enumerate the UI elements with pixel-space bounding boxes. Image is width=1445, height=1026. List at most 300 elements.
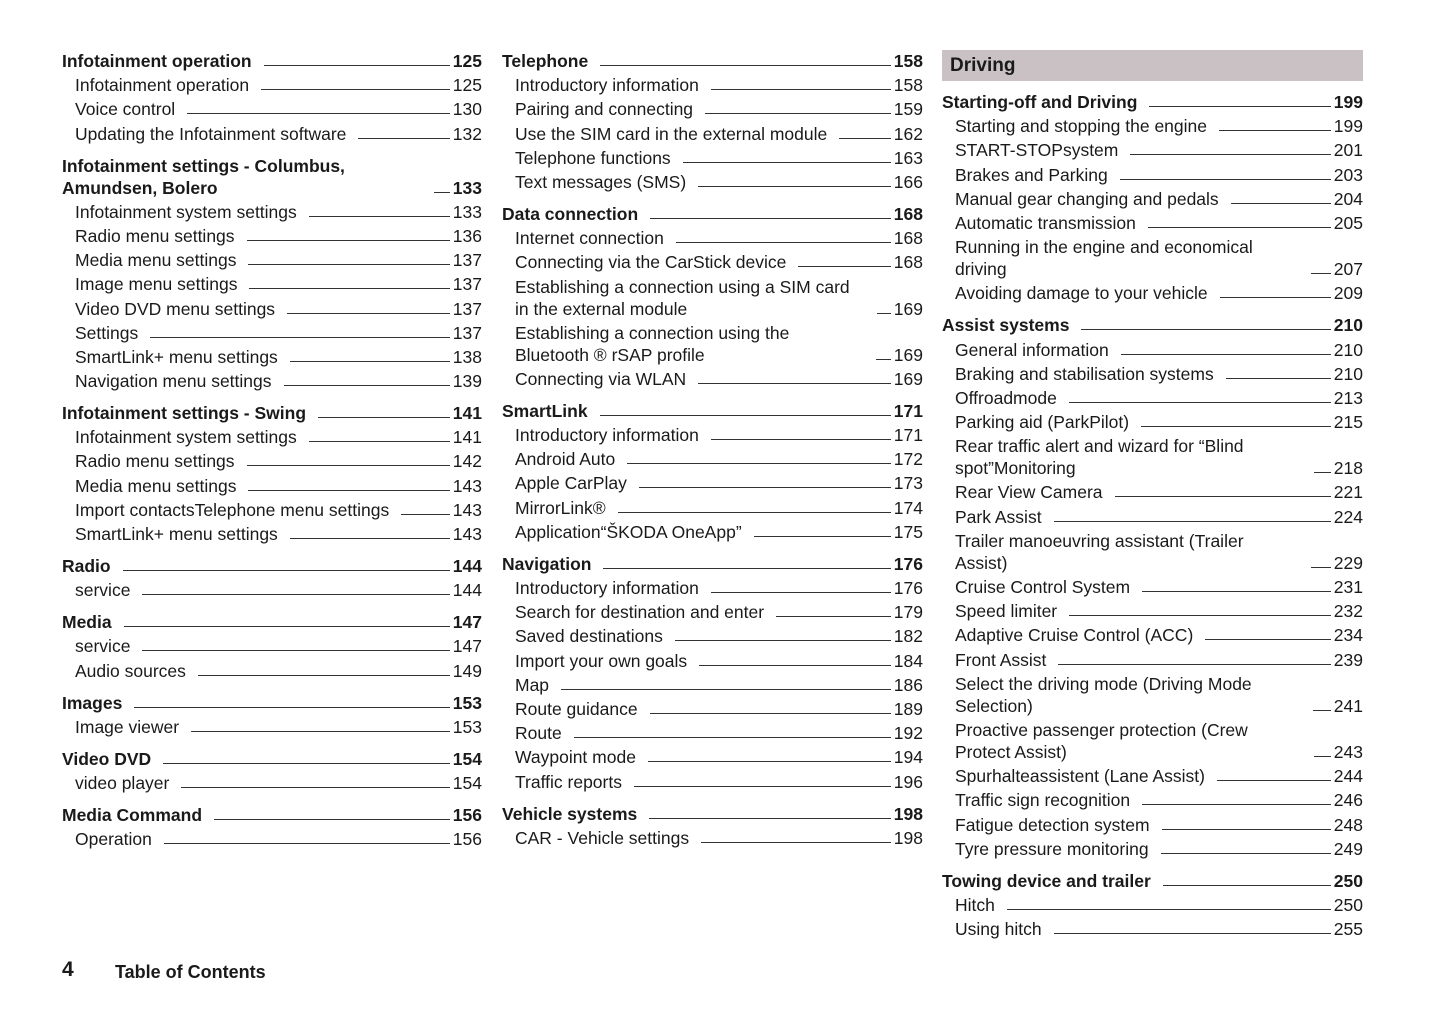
entry-page-number: 141 bbox=[452, 403, 482, 424]
toc-entry[interactable] bbox=[502, 521, 923, 543]
toc-entry[interactable] bbox=[942, 164, 1363, 186]
entry-label: Speed limiter bbox=[955, 601, 1058, 622]
leader-line bbox=[434, 192, 450, 193]
toc-entry[interactable] bbox=[62, 499, 482, 521]
toc-entry[interactable] bbox=[502, 625, 923, 647]
leader-line bbox=[1058, 664, 1330, 665]
toc-entry[interactable] bbox=[62, 201, 482, 223]
section-band: Driving bbox=[942, 50, 1363, 81]
toc-section bbox=[62, 155, 482, 393]
toc-heading-entry[interactable] bbox=[942, 314, 1363, 336]
entry-label: Starting and stopping the engine bbox=[955, 116, 1207, 137]
leader-line bbox=[1007, 909, 1331, 910]
entry-page-number: 199 bbox=[1333, 116, 1363, 137]
entry-label: Map bbox=[515, 674, 550, 695]
entry-page-number: 169 bbox=[893, 368, 923, 389]
leader-line bbox=[701, 842, 891, 843]
entry-page-number: 143 bbox=[452, 475, 482, 496]
toc-entry[interactable] bbox=[62, 273, 482, 295]
toc-entry[interactable] bbox=[942, 435, 1363, 479]
entry-label: Introductory information bbox=[515, 425, 699, 446]
entry-label: Traffic reports bbox=[515, 771, 622, 792]
toc-section bbox=[62, 692, 482, 738]
entry-label: Braking and stabilisation systems bbox=[955, 363, 1214, 384]
entry-page-number: 250 bbox=[1333, 870, 1363, 891]
entry-label: Rear traffic alert and wizard for “Blind spot”Monitoring bbox=[955, 436, 1244, 479]
entry-label: Route bbox=[515, 723, 562, 744]
entry-page-number: 250 bbox=[1333, 894, 1363, 915]
toc-heading-entry[interactable] bbox=[942, 870, 1363, 892]
entry-label: Fatigue detection system bbox=[955, 814, 1150, 835]
toc-entry[interactable] bbox=[942, 719, 1363, 763]
entry-page-number: 215 bbox=[1333, 412, 1363, 433]
toc-entry[interactable] bbox=[942, 918, 1363, 940]
entry-page-number: 201 bbox=[1333, 140, 1363, 161]
entry-label: Tyre pressure monitoring bbox=[955, 838, 1149, 859]
entry-label: Using hitch bbox=[955, 919, 1042, 940]
leader-line bbox=[214, 819, 450, 820]
toc-entry[interactable] bbox=[942, 139, 1363, 161]
entry-label: Offroadmode bbox=[955, 387, 1057, 408]
leader-line bbox=[249, 288, 449, 289]
leader-line bbox=[358, 138, 449, 139]
leader-line bbox=[1120, 179, 1331, 180]
toc-entry[interactable] bbox=[942, 765, 1363, 787]
toc-entry[interactable] bbox=[62, 426, 482, 448]
entry-page-number: 209 bbox=[1333, 283, 1363, 304]
toc-entry[interactable] bbox=[502, 577, 923, 599]
toc-entry[interactable] bbox=[942, 115, 1363, 137]
leader-line bbox=[627, 463, 891, 464]
leader-line bbox=[1311, 273, 1330, 274]
toc-entry[interactable] bbox=[942, 339, 1363, 361]
toc-entry[interactable] bbox=[502, 650, 923, 672]
entry-page-number: 133 bbox=[452, 201, 482, 222]
toc-entry[interactable] bbox=[62, 828, 482, 850]
leader-line bbox=[1161, 853, 1331, 854]
leader-line bbox=[877, 313, 891, 314]
toc-entry[interactable] bbox=[942, 530, 1363, 574]
entry-label: Text messages (SMS) bbox=[515, 171, 687, 192]
toc-entry[interactable] bbox=[502, 722, 923, 744]
toc-section bbox=[62, 555, 482, 601]
toc-entry[interactable] bbox=[502, 601, 923, 623]
entry-label: Audio sources bbox=[75, 660, 186, 681]
entry-page-number: 221 bbox=[1333, 482, 1363, 503]
entry-label: MirrorLink® bbox=[515, 497, 606, 518]
entry-label: Infotainment settings - Columbus, Amundsen, Bolero bbox=[62, 155, 345, 198]
entry-label: SmartLink bbox=[502, 400, 588, 421]
toc-heading-entry[interactable] bbox=[62, 555, 482, 577]
toc-entry[interactable] bbox=[62, 475, 482, 497]
entry-label: Connecting via the CarStick device bbox=[515, 252, 787, 273]
toc-heading-entry[interactable] bbox=[62, 692, 482, 714]
toc-entry[interactable] bbox=[62, 660, 482, 682]
entry-page-number: 182 bbox=[893, 626, 923, 647]
entry-page-number: 130 bbox=[452, 99, 482, 120]
toc-entry[interactable] bbox=[62, 123, 482, 145]
leader-line bbox=[1219, 130, 1331, 131]
entry-page-number: 204 bbox=[1333, 188, 1363, 209]
toc-entry[interactable] bbox=[942, 814, 1363, 836]
entry-label: Route guidance bbox=[515, 698, 638, 719]
entry-label: Manual gear changing and pedals bbox=[955, 188, 1219, 209]
entry-label: SmartLink+ menu settings bbox=[75, 346, 278, 367]
entry-label: Rear View Camera bbox=[955, 482, 1103, 503]
leader-line bbox=[247, 240, 450, 241]
leader-line bbox=[648, 761, 891, 762]
entry-label: Settings bbox=[75, 322, 139, 343]
toc-entry[interactable] bbox=[942, 576, 1363, 598]
leader-line bbox=[1314, 756, 1331, 757]
entry-label: Introductory information bbox=[515, 578, 699, 598]
toc-entry[interactable] bbox=[62, 635, 482, 657]
leader-line bbox=[650, 713, 891, 714]
leader-line bbox=[1220, 297, 1331, 298]
entry-label: Infotainment operation bbox=[62, 51, 252, 71]
entry-page-number: 232 bbox=[1333, 601, 1363, 622]
leader-line bbox=[1205, 639, 1331, 640]
entry-label: Towing device and trailer bbox=[942, 870, 1151, 891]
entry-page-number: 144 bbox=[452, 580, 482, 601]
page-number: 4 bbox=[62, 958, 74, 981]
entry-label: Establishing a connection using a SIM card in the external module bbox=[515, 276, 850, 319]
toc-heading-entry[interactable] bbox=[62, 804, 482, 826]
entry-page-number: 198 bbox=[893, 803, 923, 824]
leader-line bbox=[123, 570, 450, 571]
toc-entry[interactable] bbox=[942, 363, 1363, 385]
toc-entry[interactable] bbox=[942, 411, 1363, 433]
toc-entry[interactable] bbox=[502, 74, 923, 96]
toc-entry[interactable] bbox=[502, 123, 923, 145]
leader-line bbox=[705, 113, 891, 114]
entry-label: Front Assist bbox=[955, 649, 1047, 670]
entry-page-number: 171 bbox=[893, 425, 923, 446]
leader-line bbox=[618, 512, 891, 513]
leader-line bbox=[1069, 615, 1331, 616]
leader-line bbox=[134, 707, 449, 708]
entry-page-number: 184 bbox=[893, 650, 923, 671]
leader-line bbox=[150, 337, 450, 338]
entry-page-number: 132 bbox=[452, 123, 482, 144]
entry-label: Proactive passenger protection (Crew Protect Assist) bbox=[955, 719, 1248, 762]
leader-line bbox=[1311, 567, 1331, 568]
entry-page-number: 153 bbox=[452, 716, 482, 737]
entry-page-number: 158 bbox=[893, 51, 923, 71]
entry-label: Vehicle systems bbox=[502, 803, 638, 824]
toc-entry[interactable] bbox=[942, 387, 1363, 409]
toc-column-3 bbox=[942, 50, 1363, 950]
toc-entry[interactable] bbox=[502, 497, 923, 519]
toc-heading-entry[interactable] bbox=[502, 803, 923, 825]
toc-entry[interactable] bbox=[62, 772, 482, 794]
toc-entry[interactable] bbox=[62, 74, 482, 96]
entry-label: Use the SIM card in the external module bbox=[515, 123, 828, 144]
toc-section bbox=[62, 50, 482, 145]
leader-line bbox=[401, 514, 450, 515]
entry-label: General information bbox=[955, 339, 1109, 360]
entry-label: Avoiding damage to your vehicle bbox=[955, 283, 1208, 304]
toc-section bbox=[502, 803, 923, 849]
leader-line bbox=[309, 216, 450, 217]
entry-page-number: 207 bbox=[1333, 259, 1363, 280]
entry-page-number: 234 bbox=[1333, 625, 1363, 646]
entry-page-number: 255 bbox=[1333, 919, 1363, 940]
leader-line bbox=[1054, 933, 1331, 934]
toc-entry[interactable] bbox=[62, 225, 482, 247]
entry-label: SmartLink+ menu settings bbox=[75, 524, 278, 544]
entry-label: Application“ŠKODA OneApp” bbox=[515, 521, 742, 542]
entry-label: Hitch bbox=[955, 894, 995, 915]
leader-line bbox=[284, 385, 450, 386]
toc-column-2 bbox=[502, 50, 923, 859]
entry-label: Infotainment operation bbox=[75, 75, 250, 96]
entry-page-number: 169 bbox=[893, 298, 923, 319]
toc-entry[interactable] bbox=[502, 448, 923, 470]
leader-line bbox=[187, 113, 450, 114]
toc-section bbox=[62, 748, 482, 794]
leader-line bbox=[1217, 780, 1331, 781]
toc-entry[interactable] bbox=[942, 649, 1363, 671]
entry-page-number: 163 bbox=[893, 147, 923, 168]
entry-label: Automatic transmission bbox=[955, 212, 1136, 233]
toc-section bbox=[502, 50, 923, 193]
entry-page-number: 192 bbox=[893, 723, 923, 744]
leader-line bbox=[1314, 472, 1331, 473]
entry-page-number: 156 bbox=[452, 829, 482, 850]
entry-page-number: 210 bbox=[1333, 339, 1363, 360]
entry-label: Assist systems bbox=[942, 315, 1070, 336]
entry-page-number: 139 bbox=[452, 371, 482, 392]
toc-section bbox=[62, 804, 482, 850]
leader-line bbox=[1054, 521, 1331, 522]
entry-page-number: 172 bbox=[893, 449, 923, 470]
entry-page-number: 194 bbox=[893, 747, 923, 768]
toc-entry[interactable] bbox=[62, 370, 482, 392]
leader-line bbox=[198, 675, 450, 676]
entry-page-number: 229 bbox=[1333, 552, 1363, 573]
entry-page-number: 144 bbox=[452, 556, 482, 576]
entry-label: Import contactsTelephone menu settings bbox=[75, 499, 390, 520]
toc-entry[interactable] bbox=[502, 746, 923, 768]
toc-entry[interactable] bbox=[942, 838, 1363, 860]
toc-entry[interactable] bbox=[502, 771, 923, 793]
entry-page-number: 166 bbox=[893, 171, 923, 192]
toc-heading-entry[interactable] bbox=[62, 50, 482, 72]
entry-page-number: 168 bbox=[893, 228, 923, 249]
entry-label: CAR - Vehicle settings bbox=[515, 827, 690, 848]
toc-entry[interactable] bbox=[62, 346, 482, 368]
entry-page-number: 154 bbox=[452, 748, 482, 769]
toc-heading-entry[interactable] bbox=[942, 91, 1363, 113]
toc-entry[interactable] bbox=[942, 600, 1363, 622]
toc-section bbox=[942, 91, 1363, 304]
entry-page-number: 198 bbox=[893, 827, 923, 848]
leader-line bbox=[163, 763, 450, 764]
leader-line bbox=[264, 65, 450, 66]
leader-line bbox=[1148, 227, 1331, 228]
entry-page-number: 142 bbox=[452, 451, 482, 472]
leader-line bbox=[639, 487, 891, 488]
toc-entry[interactable] bbox=[502, 147, 923, 169]
entry-label: Android Auto bbox=[515, 449, 616, 470]
entry-page-number: 143 bbox=[452, 524, 482, 544]
toc-entry[interactable] bbox=[62, 450, 482, 472]
toc-entry[interactable] bbox=[942, 894, 1363, 916]
entry-label: Media bbox=[62, 612, 112, 633]
toc-section bbox=[942, 870, 1363, 940]
toc-entry[interactable] bbox=[62, 523, 482, 545]
entry-label: Adaptive Cruise Control (ACC) bbox=[955, 625, 1194, 646]
entry-page-number: 149 bbox=[452, 660, 482, 681]
leader-line bbox=[1081, 329, 1330, 330]
toc-entry[interactable] bbox=[502, 276, 923, 320]
toc-entry[interactable] bbox=[502, 827, 923, 849]
leader-line bbox=[698, 186, 891, 187]
toc-heading-entry[interactable] bbox=[502, 203, 923, 225]
leader-line bbox=[600, 65, 891, 66]
leader-line bbox=[650, 218, 891, 219]
entry-page-number: 171 bbox=[893, 400, 923, 421]
toc-entry[interactable] bbox=[502, 251, 923, 273]
toc-heading-entry[interactable] bbox=[502, 553, 923, 575]
toc-entry[interactable] bbox=[942, 624, 1363, 646]
entry-label: Image viewer bbox=[75, 716, 180, 737]
toc-entry[interactable] bbox=[942, 506, 1363, 528]
leader-line bbox=[124, 626, 450, 627]
leader-line bbox=[683, 162, 891, 163]
toc-entry[interactable] bbox=[942, 673, 1363, 717]
entry-label: Waypoint mode bbox=[515, 747, 636, 768]
entry-page-number: 244 bbox=[1333, 766, 1363, 787]
entry-label: Parking aid (ParkPilot) bbox=[955, 412, 1130, 433]
entry-page-number: 159 bbox=[893, 99, 923, 120]
entry-label: Establishing a connection using the Bluetooth ® rSAP profile bbox=[515, 322, 790, 365]
leader-line bbox=[676, 242, 891, 243]
entry-label: Media menu settings bbox=[75, 475, 237, 496]
entry-page-number: 156 bbox=[452, 804, 482, 825]
leader-line bbox=[711, 89, 891, 90]
leader-line bbox=[318, 417, 450, 418]
entry-page-number: 239 bbox=[1333, 649, 1363, 670]
entry-page-number: 138 bbox=[452, 346, 482, 367]
toc-heading-entry[interactable] bbox=[62, 402, 482, 424]
entry-label: Media menu settings bbox=[75, 250, 237, 271]
leader-line bbox=[699, 665, 891, 666]
toc-section bbox=[502, 553, 923, 793]
entry-label: Saved destinations bbox=[515, 626, 663, 647]
toc-entry[interactable] bbox=[502, 227, 923, 249]
leader-line bbox=[287, 313, 450, 314]
toc-entry[interactable] bbox=[502, 368, 923, 390]
entry-page-number: 137 bbox=[452, 322, 482, 343]
leader-line bbox=[309, 441, 450, 442]
entry-label: Import your own goals bbox=[515, 650, 688, 671]
toc-heading-entry[interactable] bbox=[62, 748, 482, 770]
toc-heading-entry[interactable] bbox=[62, 611, 482, 633]
toc-entry[interactable] bbox=[942, 282, 1363, 304]
toc-section bbox=[942, 314, 1363, 859]
toc-entry[interactable] bbox=[502, 322, 923, 366]
leader-line bbox=[776, 616, 891, 617]
leader-line bbox=[191, 731, 450, 732]
leader-line bbox=[1149, 106, 1330, 107]
toc-heading-entry[interactable] bbox=[502, 50, 923, 72]
entry-label: Traffic sign recognition bbox=[955, 790, 1131, 811]
entry-label: Navigation bbox=[502, 553, 592, 574]
leader-line bbox=[711, 439, 891, 440]
leader-line bbox=[1231, 203, 1331, 204]
entry-label: Media Command bbox=[62, 804, 203, 825]
leader-line bbox=[142, 594, 449, 595]
entry-label: Cruise Control System bbox=[955, 577, 1131, 597]
entry-page-number: 176 bbox=[893, 553, 923, 574]
entry-page-number: 203 bbox=[1333, 164, 1363, 185]
toc-entry[interactable] bbox=[502, 98, 923, 120]
toc-entry[interactable] bbox=[502, 472, 923, 494]
toc-heading-entry[interactable] bbox=[502, 400, 923, 422]
leader-line bbox=[1142, 591, 1331, 592]
toc-entry[interactable] bbox=[942, 188, 1363, 210]
entry-label: Updating the Infotainment software bbox=[75, 123, 347, 144]
entry-page-number: 248 bbox=[1333, 814, 1363, 835]
entry-page-number: 241 bbox=[1333, 695, 1363, 716]
toc-entry[interactable] bbox=[62, 298, 482, 320]
toc-entry[interactable] bbox=[62, 716, 482, 738]
leader-line bbox=[603, 568, 890, 569]
toc-entry[interactable] bbox=[62, 322, 482, 344]
toc-entry[interactable] bbox=[62, 579, 482, 601]
entry-page-number: 175 bbox=[893, 521, 923, 542]
toc-heading-entry[interactable] bbox=[62, 155, 482, 199]
leader-line bbox=[649, 818, 891, 819]
entry-label: Infotainment settings - Swing bbox=[62, 403, 307, 424]
entry-label: Image menu settings bbox=[75, 274, 238, 295]
toc-entry[interactable] bbox=[502, 698, 923, 720]
toc-entry[interactable] bbox=[502, 171, 923, 193]
toc-entry[interactable] bbox=[502, 674, 923, 696]
entry-label: Video DVD menu settings bbox=[75, 298, 276, 319]
entry-page-number: 174 bbox=[893, 497, 923, 518]
entry-label: Internet connection bbox=[515, 228, 664, 249]
entry-page-number: 136 bbox=[452, 225, 482, 246]
leader-line bbox=[261, 89, 450, 90]
entry-label: Pairing and connecting bbox=[515, 99, 694, 120]
leader-line bbox=[164, 843, 450, 844]
toc-entry[interactable] bbox=[942, 789, 1363, 811]
entry-page-number: 147 bbox=[452, 612, 482, 633]
toc-section bbox=[62, 611, 482, 681]
entry-label: Images bbox=[62, 692, 123, 713]
toc-section bbox=[502, 203, 923, 390]
leader-line bbox=[754, 536, 891, 537]
toc-entry[interactable] bbox=[942, 212, 1363, 234]
entry-label: START-STOPsystem bbox=[955, 140, 1119, 161]
leader-line bbox=[1069, 402, 1331, 403]
toc-entry[interactable] bbox=[942, 236, 1363, 280]
toc-entry[interactable] bbox=[942, 481, 1363, 503]
entry-label: Infotainment system settings bbox=[75, 201, 297, 222]
toc-entry[interactable] bbox=[502, 424, 923, 446]
toc-entry[interactable] bbox=[62, 98, 482, 120]
entry-page-number: 243 bbox=[1333, 741, 1363, 762]
entry-label: service bbox=[75, 580, 131, 601]
entry-label: Radio menu settings bbox=[75, 451, 235, 472]
entry-page-number: 162 bbox=[893, 123, 923, 144]
entry-label: Voice control bbox=[75, 99, 176, 120]
toc-entry[interactable] bbox=[62, 249, 482, 271]
entry-page-number: 218 bbox=[1333, 458, 1363, 479]
